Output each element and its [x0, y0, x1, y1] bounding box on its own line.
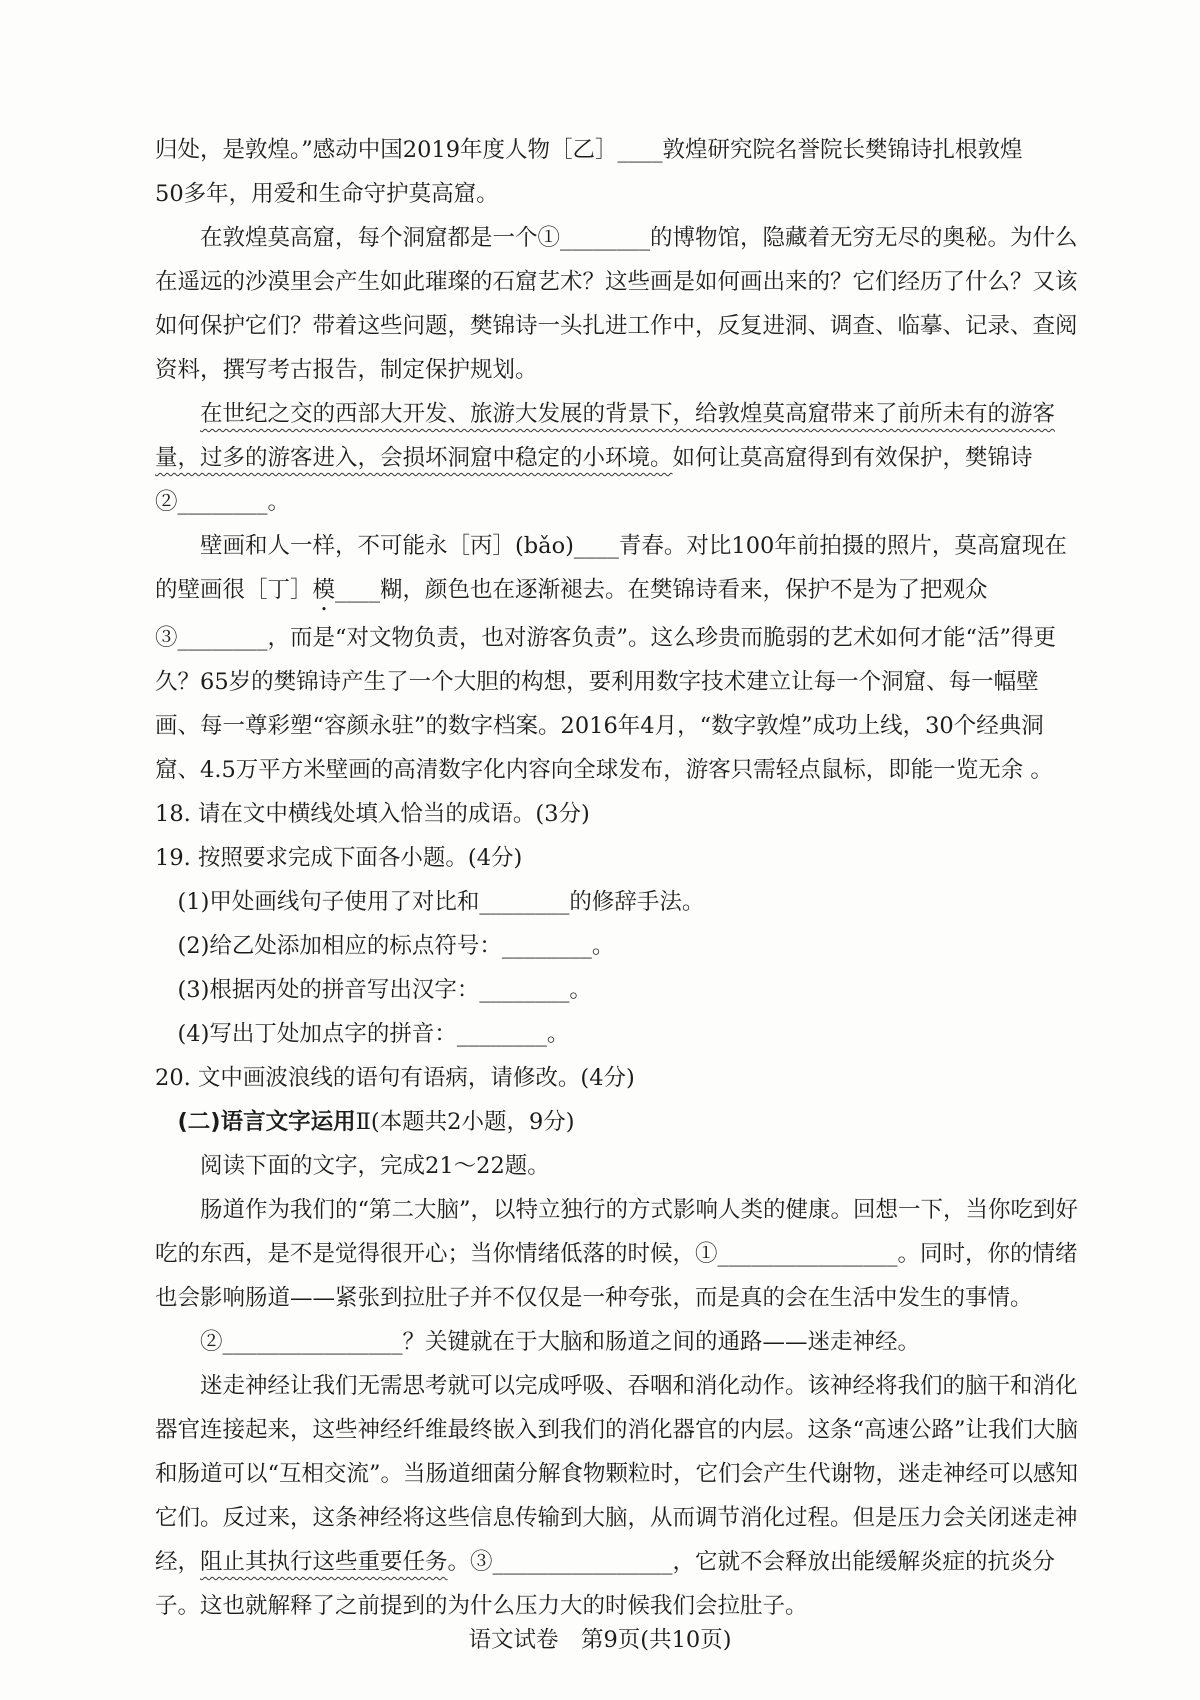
paragraph-4-part-a: 壁画和人一样，不可能永［丙］(bǎo)____青春。对比100年前拍摄的照片，莫高窟现在的壁画很［丁］	[155, 533, 1067, 603]
question-18: 18. 请在文中横线处填入恰当的成语。(3分)	[155, 801, 590, 827]
question-19-1: (1)甲处画线句子使用了对比和________的修辞手法。	[177, 889, 705, 915]
section-2-paragraph-3-a: 迷走神经让我们无需思考就可以完成呼吸、吞咽和消化动作。该神经将我们的脑干和消化器官连接起来，这些神经纤维最终嵌入到我们的消化器官的内层。这条“高速公路”让我们大脑和肠道可以“互相交流”。当肠道细菌分解食物颗粒时，它们会产生代谢物，迷走神经可以感知它们。反过来，这条神经将这些信息传输到大脑，从而调节消化过程。但是压力会关闭迷走神经，	[155, 1373, 1079, 1575]
section-2-instruction: 阅读下面的文字，完成21～22题。	[200, 1153, 550, 1179]
wavy-underlined-sentence: 在世纪之交的西部大开发、旅游大发展的背景下，给敦煌莫高窟带来了前所未有的游客量，过多的游客进入，会损坏洞窟中稳定的小环境。	[155, 401, 1056, 471]
section-2-paragraph-3	[155, 1364, 1079, 1628]
paragraph-4	[155, 524, 1079, 792]
paragraph-3	[155, 392, 1079, 524]
section-2-heading-rest: Ⅱ(本题共2小题，9分)	[355, 1109, 575, 1135]
wavy-underlined-phrase: 阻止其执行这些重要任务	[200, 1549, 448, 1575]
paragraph-1-line-2: 50多年，用爱和生命守护莫高窟。	[155, 181, 499, 207]
section-2-heading	[155, 1100, 1079, 1144]
section-2-paragraph-1: 肠道作为我们的“第二大脑”，以特立独行的方式影响人类的健康。回想一下，当你吃到好吃的东西，是不是觉得很开心；当你情绪低落的时候，①________________。同时，你的情绪也会影响肠道——紧张到拉肚子并不仅仅是一种夸张，而是真的会在生活中发生的事情。	[155, 1197, 1079, 1311]
paragraph-3-rest: 如何让莫高窟得到有效保护，樊锦诗②________。	[155, 445, 1033, 515]
paragraph-4-part-b: ____糊，颜色也在逐渐褪去。在樊锦诗看来，保护不是为了把观众③________，而是“对文物负责，也对游客负责”。这么珍贵而脆弱的艺术如何才能“活”得更久？65岁的樊锦诗产生了一个大胆的构想，要利用数字技术建立让每一个洞窟、每一幅壁画、每一尊彩塑“容颜永驻”的数字档案。2016年4月，“数字敦煌”成功上线，30个经典洞窟、4.5万平方米壁画的高清数字化内容向全球发布，游客只需轻点鼠标，即能一览无余 。	[155, 577, 1057, 783]
section-2-paragraph-2: ②________________？关键就在于大脑和肠道之间的通路——迷走神经。	[200, 1329, 921, 1355]
question-19-2: (2)给乙处添加相应的标点符号：________。	[177, 933, 615, 959]
page-footer: 语文试卷 第9页(共10页)	[468, 1627, 732, 1653]
paragraph-2: 在敦煌莫高窟，每个洞窟都是一个①________的博物馆，隐藏着无穷无尽的奥秘。为什么在遥远的沙漠里会产生如此璀璨的石窟艺术？这些画是如何画出来的？它们经历了什么？又该如何保护它们？带着这些问题，樊锦诗一头扎进工作中，反复进洞、调查、临摹、记录、查阅资料，撰写考古报告，制定保护规划。	[155, 225, 1078, 383]
question-19: 19. 按照要求完成下面各小题。(4分)	[155, 845, 523, 871]
page-content	[155, 128, 1079, 1628]
section-2-heading-bold: (二)语言文字运用	[177, 1109, 356, 1135]
section-2-paragraph-3-b: 。③________________，它就不会释放出能缓解炎症的抗炎分子。这也就解释了之前提到的为什么压力大的时候我们会拉肚子。	[155, 1549, 1056, 1619]
dotted-character: 模	[312, 577, 336, 603]
question-19-3: (3)根据丙处的拼音写出汉字：________。	[177, 977, 592, 1003]
question-20: 20. 文中画波浪线的语句有语病，请修改。(4分)	[155, 1065, 635, 1091]
question-19-4: (4)写出丁处加点字的拼音：________。	[177, 1021, 570, 1047]
paragraph-1-line-1: 归处，是敦煌。”感动中国2019年度人物［乙］____敦煌研究院名誉院长樊锦诗扎根敦煌	[155, 137, 1023, 163]
